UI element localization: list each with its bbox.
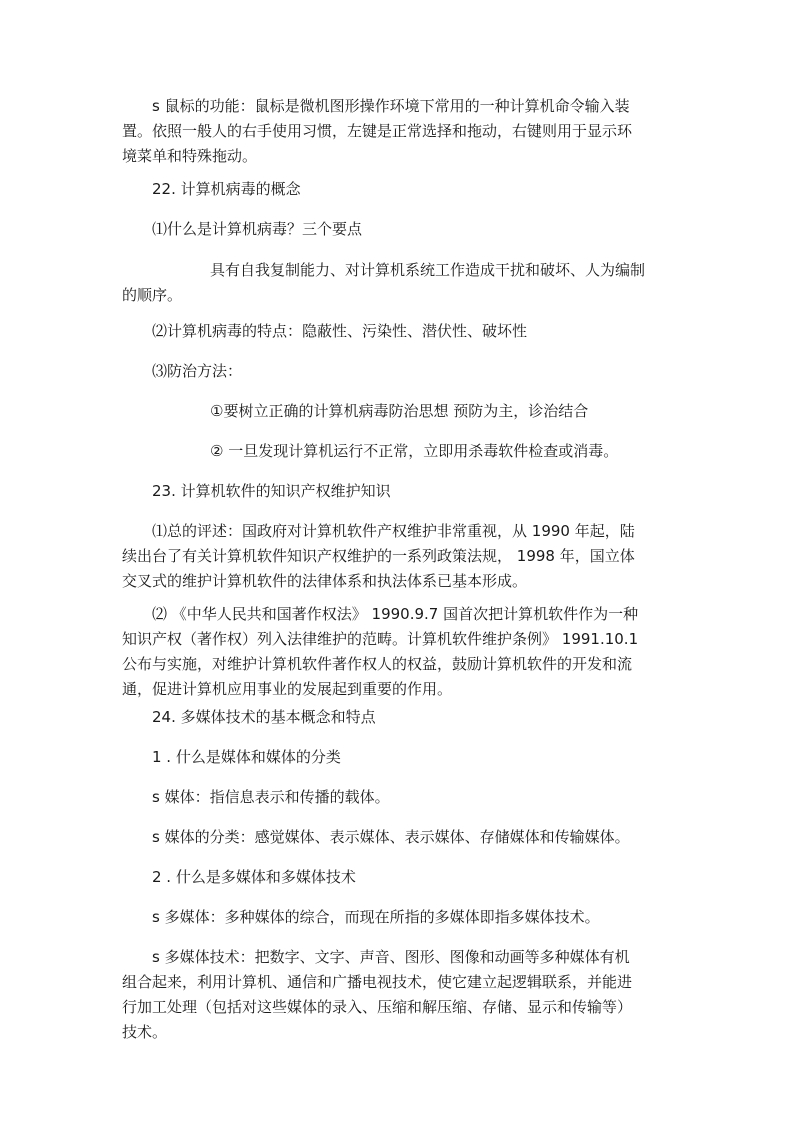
text-line: 组合起来，利用计算机、通信和广播电视技术，使它建立起逻辑联系，并能进 [122,973,633,991]
paragraph-virus-definition [122,258,682,308]
list-item-prevention-2 [210,439,770,464]
text-line: 知识产权（著作权）列入法律维护的范畴。计算机软件维护条例》 1991.10.1 [122,630,639,648]
paragraph-general-review [122,519,682,594]
text-line: ⑴总的评述：国政府对计算机软件产权维护非常重视，从 1990 年起，陆 [152,522,635,540]
text-line: 行加工处理（包括对这些媒体的录入、压缩和解压缩、存储、显示和传输等） [122,998,633,1016]
text-line: s 媒体：指信息表示和传播的载体。 [152,788,390,806]
text-line: ⑴什么是计算机病毒？三个要点 [152,220,363,238]
text-line: 公布与实施，对维护计算机软件著作权人的权益，鼓励计算机软件的开发和流 [122,655,633,673]
paragraph-copyright-law [122,602,682,702]
text-line: 境菜单和特殊拖动。 [122,147,258,165]
text-line: s 多媒体技术：把数字、文字、声音、图形、图像和动画等多种媒体有机 [152,948,630,966]
heading-text: 24. 多媒体技术的基本概念和特点 [152,708,376,726]
text-line: 技术。 [122,1023,168,1041]
paragraph-media-definition [152,785,712,810]
text-line: s 多媒体：多种媒体的综合，而现在所指的多媒体即指多媒体技术。 [152,908,600,926]
text-line: s 媒体的分类：感觉媒体、表示媒体、表示媒体、存储媒体和传输媒体。 [152,828,630,846]
paragraph-media-classification [152,825,712,850]
heading-text: 23. 计算机软件的知识产权维护知识 [152,482,391,500]
subheading-what-is-virus [152,217,712,242]
text-line: ⑵ 《中华人民共和国著作权法》 1990.9.7 国首次把计算机软件作为一种 [152,605,639,623]
heading-text: 22. 计算机病毒的概念 [152,180,301,198]
subheading-multimedia [152,865,712,890]
text-line: 2 . 什么是多媒体和多媒体技术 [152,868,356,886]
paragraph-mouse-function [122,94,682,169]
text-line: ⑶防治方法： [152,362,243,380]
paragraph-multimedia-technology [122,945,682,1045]
text-line: 的顺序。 [122,286,183,304]
text-line: ② 一旦发现计算机运行不正常，立即用杀毒软件检查或消毒。 [210,442,619,460]
section-heading-22 [152,177,712,202]
section-heading-23 [152,479,712,504]
text-line: 1 . 什么是媒体和媒体的分类 [152,748,341,766]
text-line: 通，促进计算机应用事业的发展起到重要的作用。 [122,680,453,698]
text-line: 具有自我复制能力、对计算机系统工作造成干扰和破坏、人为编制 [210,261,646,279]
subheading-media [152,745,712,770]
text-line: ⑵计算机病毒的特点：隐蔽性、污染性、潜伏性、破坏性 [152,322,528,340]
text-line: s 鼠标的功能：鼠标是微机图形操作环境下常用的一种计算机命令输入装 [152,97,630,115]
section-heading-24 [152,705,712,730]
paragraph-virus-features [152,319,712,344]
text-line: ①要树立正确的计算机病毒防治思想 预防为主，诊治结合 [210,402,589,420]
text-line: 续出台了有关计算机软件知识产权维护的一系列政策法规， 1998 年，国立体 [122,547,635,565]
text-line: 交叉式的维护计算机软件的法律体系和执法体系已基本形成。 [122,572,528,590]
list-item-prevention-1 [210,399,770,424]
paragraph-multimedia-definition [152,905,712,930]
text-line: 置。依照一般人的右手使用习惯，左键是正常选择和拖动，右键则用于显示环 [122,122,633,140]
subheading-prevention [152,359,712,384]
